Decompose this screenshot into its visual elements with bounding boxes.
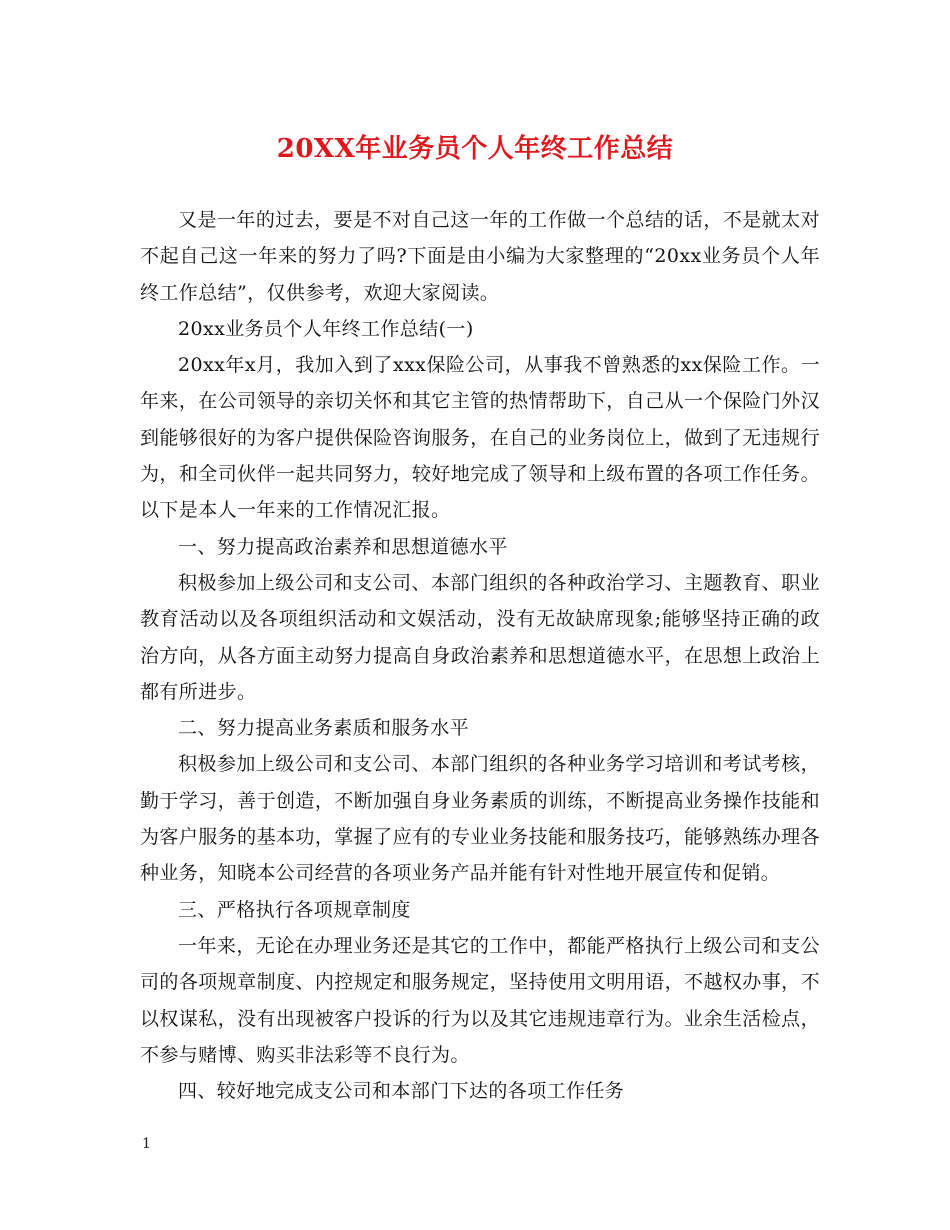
body-paragraph: 积极参加上级公司和支公司、本部门组织的各种业务学习培训和考试考核，勤于学习，善于创造，不断加强自身业务素质的训练，不断提高业务操作技能和为客户服务的基本功，掌握了应有的专业业务技能和服务技巧，能够熟练办理各种业务，知晓本公司经营的各项业务产品并能有针对性地开展宣传和促销。 xyxy=(140,753,820,885)
section-heading: 一、努力提高政治素养和思想道德水平 xyxy=(178,535,508,558)
section-heading: 20xx业务员个人年终工作总结(一) xyxy=(178,317,474,340)
body-paragraph: 20xx年x月，我加入到了xxx保险公司，从事我不曾熟悉的xx保险工作。一年来，在公司领导的亲切关怀和其它主管的热情帮助下，自己从一个保险门外汉到能够很好的为客户提供保险咨询服务，在自己的业务岗位上，做到了无违规行为，和全司伙伴一起共同努力，较好地完成了领导和上级布置的各项工作任务。以下是本人一年来的工作情况汇报。 xyxy=(140,354,820,522)
document-title: 20XX年业务员个人年终工作总结 xyxy=(276,134,674,164)
page-number: 1 xyxy=(142,1136,151,1152)
body-paragraph: 积极参加上级公司和支公司、本部门组织的各种政治学习、主题教育、职业教育活动以及各项组织活动和文娱活动，没有无故缺席现象;能够坚持正确的政治方向，从各方面主动努力提高自身政治素养和思想道德水平，在思想上政治上都有所进步。 xyxy=(140,571,820,703)
section-heading: 二、努力提高业务素质和服务水平 xyxy=(178,717,470,740)
document-body xyxy=(140,202,820,1109)
intro-paragraph: 又是一年的过去，要是不对自己这一年的工作做一个总结的话，不是就太对不起自己这一年来的努力了吗?下面是由小编为大家整理的“20xx业务员个人年终工作总结”，仅供参考，欢迎大家阅读。 xyxy=(140,209,820,304)
section-heading: 三、严格执行各项规章制度 xyxy=(178,898,411,921)
section-heading: 四、较好地完成支公司和本部门下达的各项工作任务 xyxy=(178,1080,625,1103)
body-paragraph: 一年来，无论在办理业务还是其它的工作中，都能严格执行上级公司和支公司的各项规章制度、内控规定和服务规定，坚持使用文明用语，不越权办事，不以权谋私，没有出现被客户投诉的行为以及其它违规违章行为。业余生活检点，不参与赌博、购买非法彩等不良行为。 xyxy=(140,934,820,1066)
